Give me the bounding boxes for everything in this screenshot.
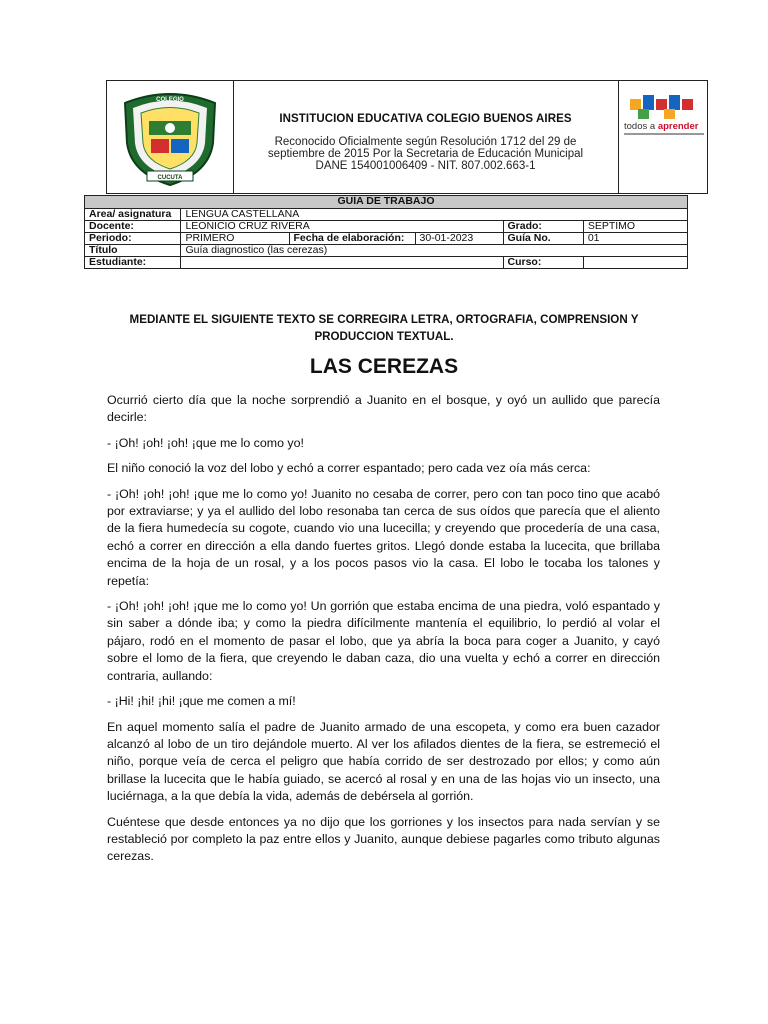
area-label: Area/ asignatura <box>85 209 181 221</box>
grado-label: Grado: <box>503 221 583 233</box>
brand-prefix: todos a <box>624 121 658 132</box>
titulo-label: Título <box>85 245 181 257</box>
docente-value: LEONICIO CRUZ RIVERA <box>181 221 503 233</box>
school-name: INSTITUCION EDUCATIVA COLEGIO BUENOS AIRES <box>279 113 572 125</box>
fecha-label: Fecha de elaboración: <box>289 233 415 245</box>
paragraph: - ¡Hi! ¡hi! ¡hi! ¡que me comen a mí! <box>107 694 296 709</box>
fecha-value: 30-01-2023 <box>415 233 503 245</box>
periodo-label: Periodo: <box>85 233 181 245</box>
estudiante-field[interactable] <box>181 257 503 269</box>
paragraph: - ¡Oh! ¡oh! ¡oh! ¡que me lo como yo! Juanito no cesaba de correr, pero con tan poco tino que acabó por extraviarse; y ya el aullido del lobo resonaba tan cerca de sus oídos que parecía que el aliento de la fiera humedecía su cogote, cuando vio una lucecilla; y creyendo que procedería de una casa, echó a correr en dirección a ella dando fuertes gritos. Llegó donde estaba la lucecita, que brillaba encima de la hoja de un rosal, y a los pocos pasos vio la casa. El lobo le tocaba los talones y repetía: <box>107 486 660 588</box>
guia-value: 01 <box>583 233 687 245</box>
recognition-line: Reconocido Oficialmente según Resolución 1712 del 29 de <box>274 136 577 148</box>
table-heading: GUÍA DE TRABAJO <box>85 196 688 209</box>
paragraph: En aquel momento salía el padre de Juanito armado de una escopeta, y como era buen cazador alcanzó al lobo de un tiro dejándole muerto. Al ver los afilados dientes de la fiera, se estremeció el niño, porque veía de cerca el peligro que había corrido de ser destrozado por ellos; y como aún brillase la lucecita que le había guiado, se acercó al rosal y en una de las hojas vio un insecto, una luciérnaga, a la que debía la vida, además de debérsela al gorrión. <box>107 719 660 804</box>
paragraph: Ocurrió cierto día que la noche sorprendió a Juanito en el bosque, y oyó un aullido que parecía decirle: <box>107 393 660 425</box>
paragraph: - ¡Oh! ¡oh! ¡oh! ¡que me lo como yo! <box>107 435 304 450</box>
periodo-value: PRIMERO <box>181 233 289 245</box>
paragraph: Cuéntese que desde entonces ya no dijo que los gorriones y los insectos para nada servían y se restableció por completo la paz entre ellos y Juanito, aunque debiese pagarles como tributo algunas cerezas. <box>107 814 660 864</box>
docente-label: Docente: <box>85 221 181 233</box>
story-title: LAS CEREZAS <box>309 355 459 378</box>
todos-a-aprender-logo <box>624 95 706 145</box>
story-body <box>107 392 660 874</box>
document-header <box>106 80 708 194</box>
recognition-text <box>233 136 618 172</box>
recognition-line: DANE 154001006409 - NIT. 807.002.663-1 <box>315 160 536 172</box>
grado-value: SEPTIMO <box>583 221 687 233</box>
recognition-line: septiembre de 2015 Por la Secretaria de Educación Municipal <box>267 148 584 160</box>
titulo-value: Guía diagnostico (las cerezas) <box>181 245 688 257</box>
paragraph: El niño conoció la voz del lobo y echó a correr espantado; pero cada vez oía más cerca: <box>107 461 591 476</box>
brand-cell <box>618 81 707 193</box>
school-crest-logo <box>107 81 233 193</box>
curso-field[interactable] <box>583 257 687 269</box>
curso-label: Curso: <box>503 257 583 269</box>
instructions: MEDIANTE EL SIGUIENTE TEXTO SE CORREGIRA LETRA, ORTOGRAFIA, COMPRENSION Y PRODUCCION TEXTUAL. <box>129 313 639 343</box>
estudiante-label: Estudiante: <box>85 257 181 269</box>
school-crest-cell <box>107 81 234 193</box>
area-value: LENGUA CASTELLANA <box>181 209 688 221</box>
crest-bottom-text: CUCUTA <box>157 175 183 181</box>
school-title-cell <box>233 81 619 193</box>
brand-divider <box>624 133 704 135</box>
guia-label: Guía No. <box>503 233 583 245</box>
paragraph: - ¡Oh! ¡oh! ¡oh! ¡que me lo como yo! Un gorrión que estaba encima de una piedra, voló espantado y sin saber a dónde iba; y como la piedra difícilmente mantenía el equilibrio, lo perdió al volar el pájaro, rodó en el momento de pasar el lobo, que ya abría la boca para coger a Juanito, y cayó sobre el lomo de la fiera, que creyendo le daban caza, dio una vuelta y echó a correr en dirección contraria, aullando: <box>107 599 660 683</box>
brand-highlight: aprender <box>657 121 699 132</box>
crest-top-text: COLEGIO <box>156 97 184 103</box>
worksheet-info-table <box>84 195 688 269</box>
brand-wordmark <box>624 121 698 132</box>
